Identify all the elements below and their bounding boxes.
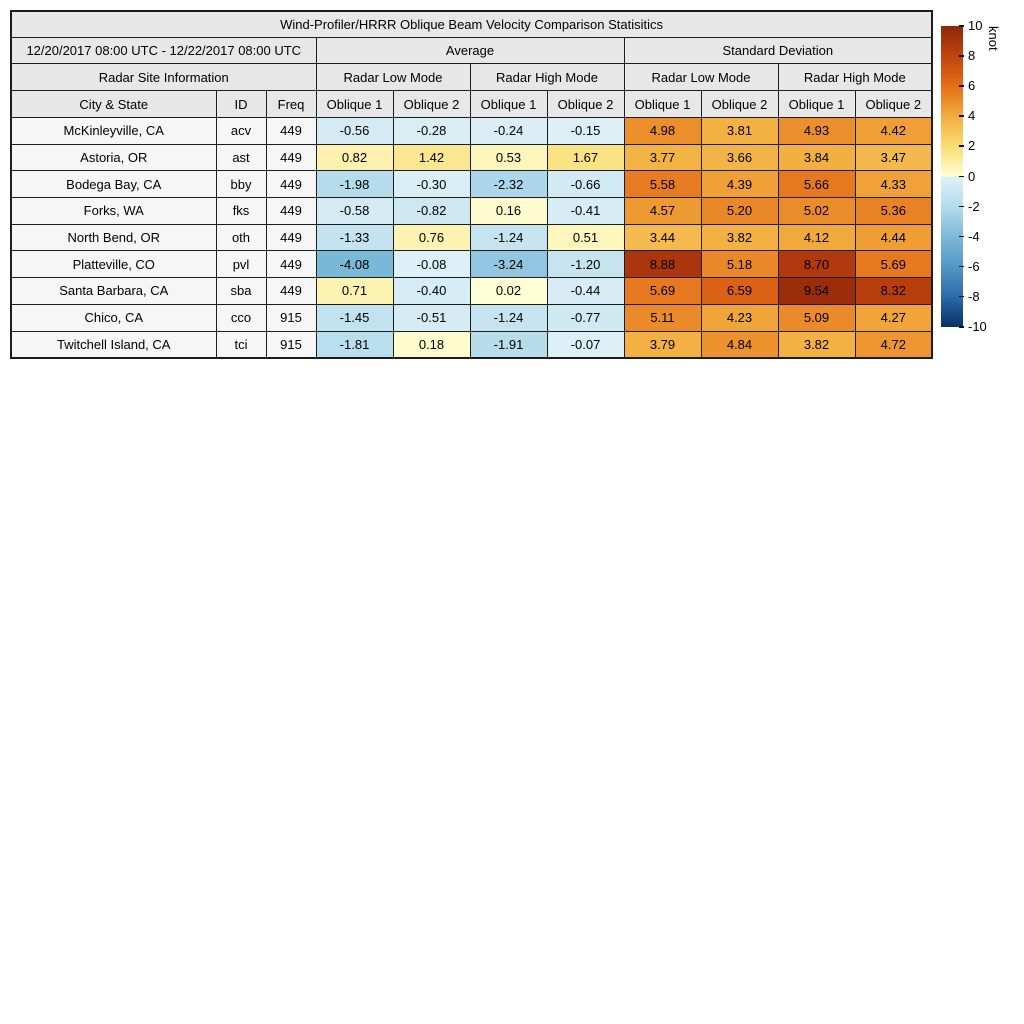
value-cell: 0.16	[470, 198, 547, 225]
freq-cell: 449	[266, 144, 316, 171]
value-cell: -0.41	[547, 198, 624, 225]
city-cell: Chico, CA	[11, 304, 216, 331]
table-row	[11, 304, 932, 331]
value-cell: -0.08	[393, 251, 470, 278]
value-cell: 3.66	[701, 144, 778, 171]
value-cell: -1.81	[316, 331, 393, 358]
section-header-std-low-mode: Radar Low Mode	[624, 64, 778, 91]
colorbar-tick-label: -2	[968, 198, 980, 214]
value-cell: 8.32	[855, 278, 932, 305]
value-cell: -0.51	[393, 304, 470, 331]
colorbar-tick-label: 4	[968, 108, 976, 124]
freq-cell: 449	[266, 224, 316, 251]
city-cell: Forks, WA	[11, 198, 216, 225]
site-id-cell: bby	[216, 171, 266, 198]
value-cell: 4.42	[855, 118, 932, 145]
site-id-cell: fks	[216, 198, 266, 225]
value-cell: 1.67	[547, 144, 624, 171]
value-cell: -1.24	[470, 304, 547, 331]
value-cell: 5.58	[624, 171, 701, 198]
colorbar-tick-label: 6	[968, 78, 976, 94]
colorbar-tick-mark	[959, 236, 964, 238]
colorbar-tick-mark	[959, 176, 964, 178]
value-cell: -1.45	[316, 304, 393, 331]
freq-cell: 449	[266, 198, 316, 225]
value-cell: 5.09	[778, 304, 855, 331]
value-cell: 4.44	[855, 224, 932, 251]
value-cell: 5.20	[701, 198, 778, 225]
value-cell: 3.81	[701, 118, 778, 145]
value-cell: -0.56	[316, 118, 393, 145]
col-header-freq: Freq	[266, 91, 316, 118]
value-cell: -4.08	[316, 251, 393, 278]
value-cell: 3.82	[778, 331, 855, 358]
city-cell: North Bend, OR	[11, 224, 216, 251]
site-id-cell: tci	[216, 331, 266, 358]
freq-cell: 915	[266, 304, 316, 331]
col-header-oblique1: Oblique 1	[624, 91, 701, 118]
value-cell: 8.70	[778, 251, 855, 278]
city-cell: Astoria, OR	[11, 144, 216, 171]
site-id-cell: ast	[216, 144, 266, 171]
value-cell: -0.66	[547, 171, 624, 198]
value-cell: 4.23	[701, 304, 778, 331]
city-cell: McKinleyville, CA	[11, 118, 216, 145]
section-header-site-info: Radar Site Information	[11, 64, 316, 91]
col-header-oblique2: Oblique 2	[855, 91, 932, 118]
col-header-oblique2: Oblique 2	[393, 91, 470, 118]
value-cell: 4.98	[624, 118, 701, 145]
freq-cell: 915	[266, 331, 316, 358]
value-cell: 4.57	[624, 198, 701, 225]
value-cell: 4.12	[778, 224, 855, 251]
table-row	[11, 171, 932, 198]
value-cell: -1.33	[316, 224, 393, 251]
col-header-oblique1: Oblique 1	[316, 91, 393, 118]
value-cell: 4.72	[855, 331, 932, 358]
value-cell: 0.51	[547, 224, 624, 251]
col-header-oblique1: Oblique 1	[470, 91, 547, 118]
value-cell: -0.58	[316, 198, 393, 225]
value-cell: 5.36	[855, 198, 932, 225]
section-header-std-high-mode: Radar High Mode	[778, 64, 932, 91]
col-header-oblique2: Oblique 2	[701, 91, 778, 118]
value-cell: 1.42	[393, 144, 470, 171]
value-cell: 0.02	[470, 278, 547, 305]
table-row	[11, 251, 932, 278]
value-cell: 0.53	[470, 144, 547, 171]
value-cell: -0.77	[547, 304, 624, 331]
value-cell: -0.07	[547, 331, 624, 358]
colorbar-tick-mark	[959, 326, 964, 328]
value-cell: 3.79	[624, 331, 701, 358]
site-id-cell: sba	[216, 278, 266, 305]
value-cell: 3.44	[624, 224, 701, 251]
colorbar-tick-label: 0	[968, 168, 976, 184]
value-cell: 4.84	[701, 331, 778, 358]
value-cell: 4.93	[778, 118, 855, 145]
value-cell: -1.24	[470, 224, 547, 251]
value-cell: 8.88	[624, 251, 701, 278]
value-cell: -0.30	[393, 171, 470, 198]
value-cell: 5.02	[778, 198, 855, 225]
freq-cell: 449	[266, 118, 316, 145]
colorbar-tick-mark	[959, 145, 964, 147]
city-cell: Platteville, CO	[11, 251, 216, 278]
col-header-oblique1: Oblique 1	[778, 91, 855, 118]
group-header-std-deviation: Standard Deviation	[624, 38, 932, 64]
value-cell: 3.47	[855, 144, 932, 171]
value-cell: -0.82	[393, 198, 470, 225]
city-cell: Twitchell Island, CA	[11, 331, 216, 358]
colorbar-tick-mark	[959, 115, 964, 117]
table-row	[11, 118, 932, 145]
value-cell: 6.59	[701, 278, 778, 305]
site-id-cell: cco	[216, 304, 266, 331]
colorbar-tick-label: 2	[968, 138, 976, 154]
value-cell: 5.11	[624, 304, 701, 331]
period-label: 12/20/2017 08:00 UTC - 12/22/2017 08:00 UTC	[11, 38, 316, 64]
value-cell: 5.66	[778, 171, 855, 198]
value-cell: 0.18	[393, 331, 470, 358]
value-cell: 3.82	[701, 224, 778, 251]
value-cell: -2.32	[470, 171, 547, 198]
value-cell: 0.71	[316, 278, 393, 305]
value-cell: 0.76	[393, 224, 470, 251]
value-cell: 5.69	[855, 251, 932, 278]
freq-cell: 449	[266, 251, 316, 278]
value-cell: -0.40	[393, 278, 470, 305]
value-cell: 4.27	[855, 304, 932, 331]
table-row	[11, 278, 932, 305]
freq-cell: 449	[266, 171, 316, 198]
colorbar-tick-label: 10	[968, 18, 983, 33]
site-id-cell: pvl	[216, 251, 266, 278]
value-cell: 9.54	[778, 278, 855, 305]
table-row	[11, 144, 932, 171]
col-header-city-state: City & State	[11, 91, 216, 118]
colorbar-unit-label: knot	[986, 26, 1001, 51]
colorbar-tick-mark	[959, 85, 964, 87]
colorbar-tick-label: -8	[968, 288, 980, 304]
value-cell: -1.20	[547, 251, 624, 278]
freq-cell: 449	[266, 278, 316, 305]
value-cell: -3.24	[470, 251, 547, 278]
value-cell: 4.33	[855, 171, 932, 198]
colorbar-tick-label: -4	[968, 228, 980, 244]
stats-table	[10, 10, 933, 359]
value-cell: -0.28	[393, 118, 470, 145]
value-cell: 4.39	[701, 171, 778, 198]
colorbar-tick-label: -6	[968, 258, 980, 274]
value-cell: 3.84	[778, 144, 855, 171]
value-cell: -0.44	[547, 278, 624, 305]
colorbar-tick-label: -10	[968, 319, 987, 334]
colorbar-tick-mark	[959, 206, 964, 208]
value-cell: 0.82	[316, 144, 393, 171]
city-cell: Santa Barbara, CA	[11, 278, 216, 305]
col-header-oblique2: Oblique 2	[547, 91, 624, 118]
value-cell: 5.69	[624, 278, 701, 305]
colorbar-tick-mark	[959, 296, 964, 298]
value-cell: 5.18	[701, 251, 778, 278]
value-cell: -1.91	[470, 331, 547, 358]
value-cell: -0.24	[470, 118, 547, 145]
table-body	[11, 118, 932, 359]
city-cell: Bodega Bay, CA	[11, 171, 216, 198]
col-header-id: ID	[216, 91, 266, 118]
colorbar-tick-mark	[959, 266, 964, 268]
site-id-cell: oth	[216, 224, 266, 251]
colorbar-tick-label: 8	[968, 48, 976, 64]
value-cell: -1.98	[316, 171, 393, 198]
section-header-avg-low-mode: Radar Low Mode	[316, 64, 470, 91]
table-row	[11, 198, 932, 225]
colorbar-tick-mark	[959, 55, 964, 57]
group-header-average: Average	[316, 38, 624, 64]
table-row	[11, 224, 932, 251]
value-cell: 3.77	[624, 144, 701, 171]
table-row	[11, 331, 932, 358]
section-header-avg-high-mode: Radar High Mode	[470, 64, 624, 91]
value-cell: -0.15	[547, 118, 624, 145]
chart-title: Wind-Profiler/HRRR Oblique Beam Velocity Comparison Statisitics	[11, 11, 932, 38]
site-id-cell: acv	[216, 118, 266, 145]
colorbar-tick-mark	[959, 25, 964, 27]
